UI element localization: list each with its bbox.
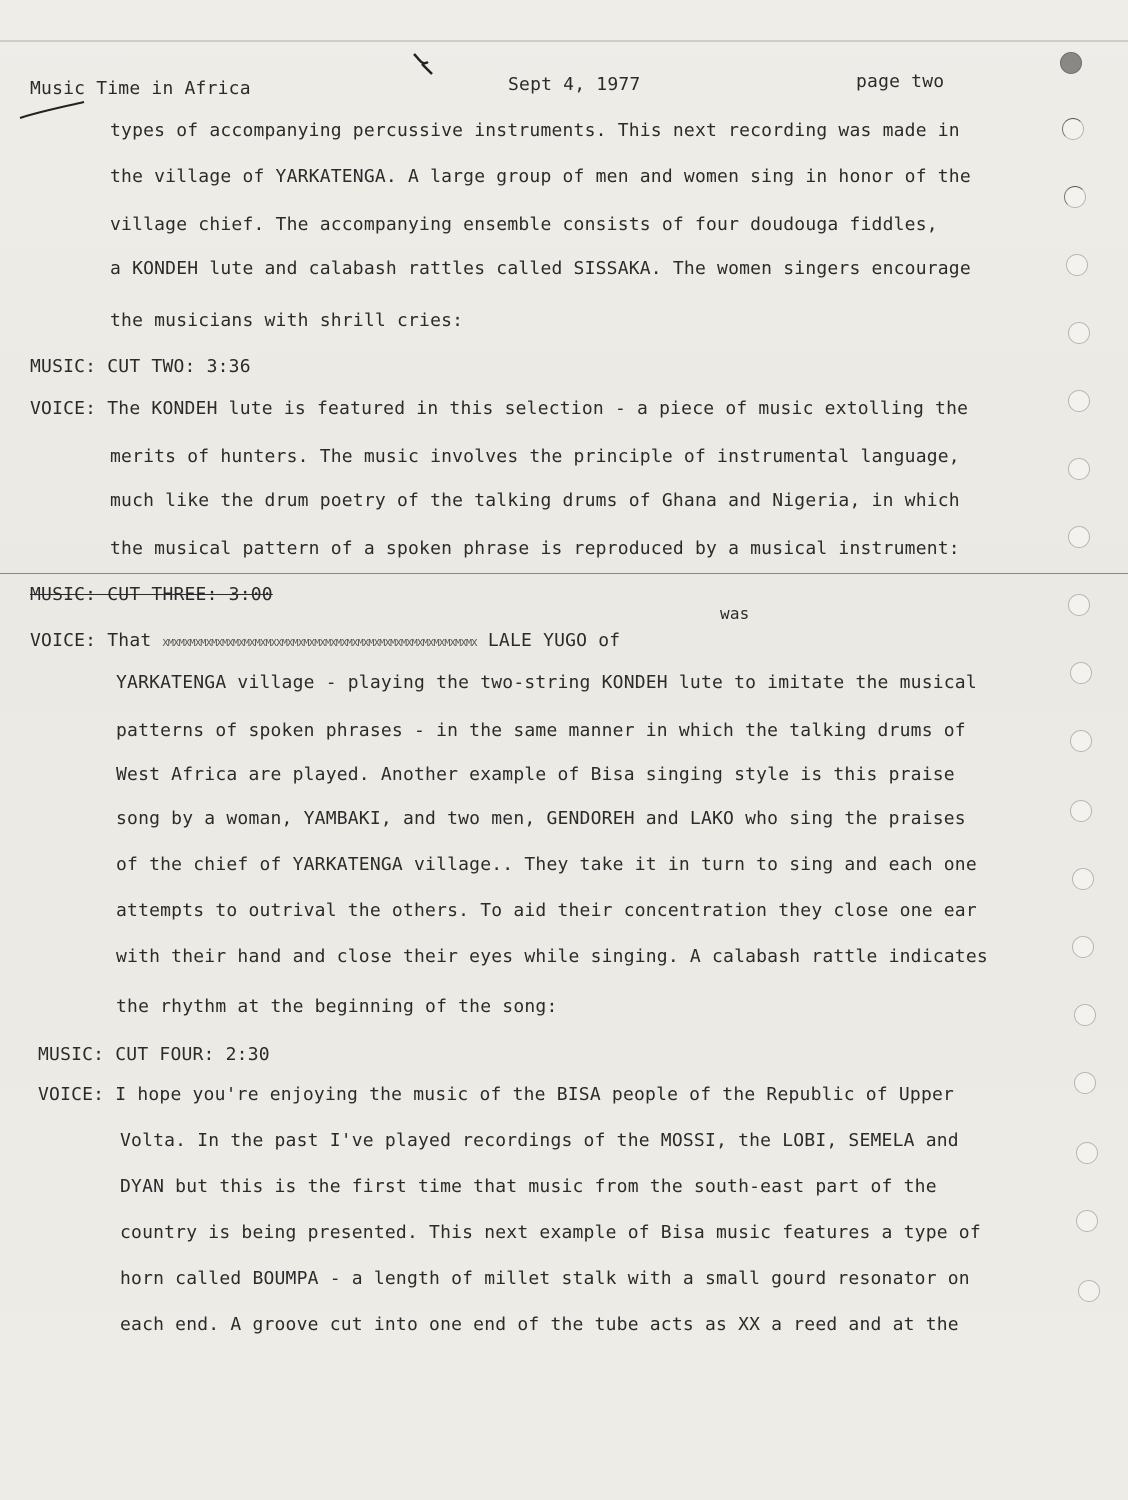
top-fold-line [0,40,1128,42]
binder-hole [1068,526,1090,548]
text-line: types of accompanying percussive instruments. This next recording was made in [110,120,960,141]
binder-hole [1070,730,1092,752]
cue-line-struck: MUSIC: CUT THREE: 3:00 [30,584,273,605]
binder-hole [1068,322,1090,344]
binder-hole [1078,1280,1100,1302]
text-line: a KONDEH lute and calabash rattles called SISSAKA. The women singers encourage [110,258,971,279]
text-line: the rhythm at the beginning of the song: [116,996,558,1017]
insertion-word: was [720,604,750,623]
text-line: merits of hunters. The music involves the principle of instrumental language, [110,446,960,467]
text-segment: VOICE: That [30,630,163,651]
binder-hole [1074,1072,1096,1094]
text-line: DYAN but this is the first time that music from the south-east part of the [120,1176,937,1197]
binder-hole [1070,800,1092,822]
text-line: of the chief of YARKATENGA village.. They take it in turn to sing and each one [116,854,977,875]
text-line: with their hand and close their eyes while singing. A calabash rattle indicates [116,946,988,967]
text-line: Volta. In the past I've played recordings of the MOSSI, the LOBI, SEMELA and [120,1130,959,1151]
header-title: Music Time in Africa [30,78,251,99]
typed-over-text: XMXMXMXMXMXMXMXMXMXMXXMXMXMXMXMXMXMXMXMXMXMXMXMXMXMXMXMXMX [162,638,477,649]
text-line: the musical pattern of a spoken phrase is reproduced by a musical instrument: [110,538,960,559]
binder-hole [1070,662,1092,684]
text-line: the musicians with shrill cries: [110,310,464,331]
binder-hole [1072,936,1094,958]
header-page-number: page two [856,71,945,92]
text-line: West Africa are played. Another example of Bisa singing style is this praise [116,764,955,785]
binder-hole [1072,868,1094,890]
cue-line: MUSIC: CUT TWO: 3:36 [30,356,251,377]
binder-hole [1064,186,1086,208]
text-segment: LALE YUGO of [476,630,621,651]
cue-line: MUSIC: CUT FOUR: 2:30 [38,1044,270,1065]
text-line: much like the drum poetry of the talking drums of Ghana and Nigeria, in which [110,490,960,511]
header-date: Sept 4, 1977 [508,74,641,95]
binder-hole [1076,1142,1098,1164]
text-line: village chief. The accompanying ensemble consists of four doudouga fiddles, [110,214,938,235]
ink-underline-mark [18,100,86,120]
text-line [30,630,620,651]
text-line: horn called BOUMPA - a length of millet stalk with a small gourd resonator on [120,1268,970,1289]
text-line: YARKATENGA village - playing the two-string KONDEH lute to imitate the musical [116,672,977,693]
binder-hole [1060,52,1082,74]
text-line: attempts to outrival the others. To aid their concentration they close one ear [116,900,977,921]
binder-hole [1074,1004,1096,1026]
text-line: country is being presented. This next example of Bisa music features a type of [120,1222,981,1243]
text-line: song by a woman, YAMBAKI, and two men, GENDOREH and LAKO who sing the praises [116,808,966,829]
text-line: VOICE: I hope you're enjoying the music of the BISA people of the Republic of Upper [38,1084,955,1105]
binder-hole [1068,594,1090,616]
binder-hole [1076,1210,1098,1232]
text-line: each end. A groove cut into one end of the tube acts as XX a reed and at the [120,1314,959,1335]
text-line: VOICE: The KONDEH lute is featured in this selection - a piece of music extolling the [30,398,969,419]
binder-hole [1068,458,1090,480]
ink-check-mark [408,50,438,80]
binder-hole [1066,254,1088,276]
text-line: patterns of spoken phrases - in the same manner in which the talking drums of [116,720,966,741]
text-line: the village of YARKATENGA. A large group of men and women sing in honor of the [110,166,971,187]
middle-fold-line [0,573,1128,574]
binder-hole [1062,118,1084,140]
binder-hole [1068,390,1090,412]
